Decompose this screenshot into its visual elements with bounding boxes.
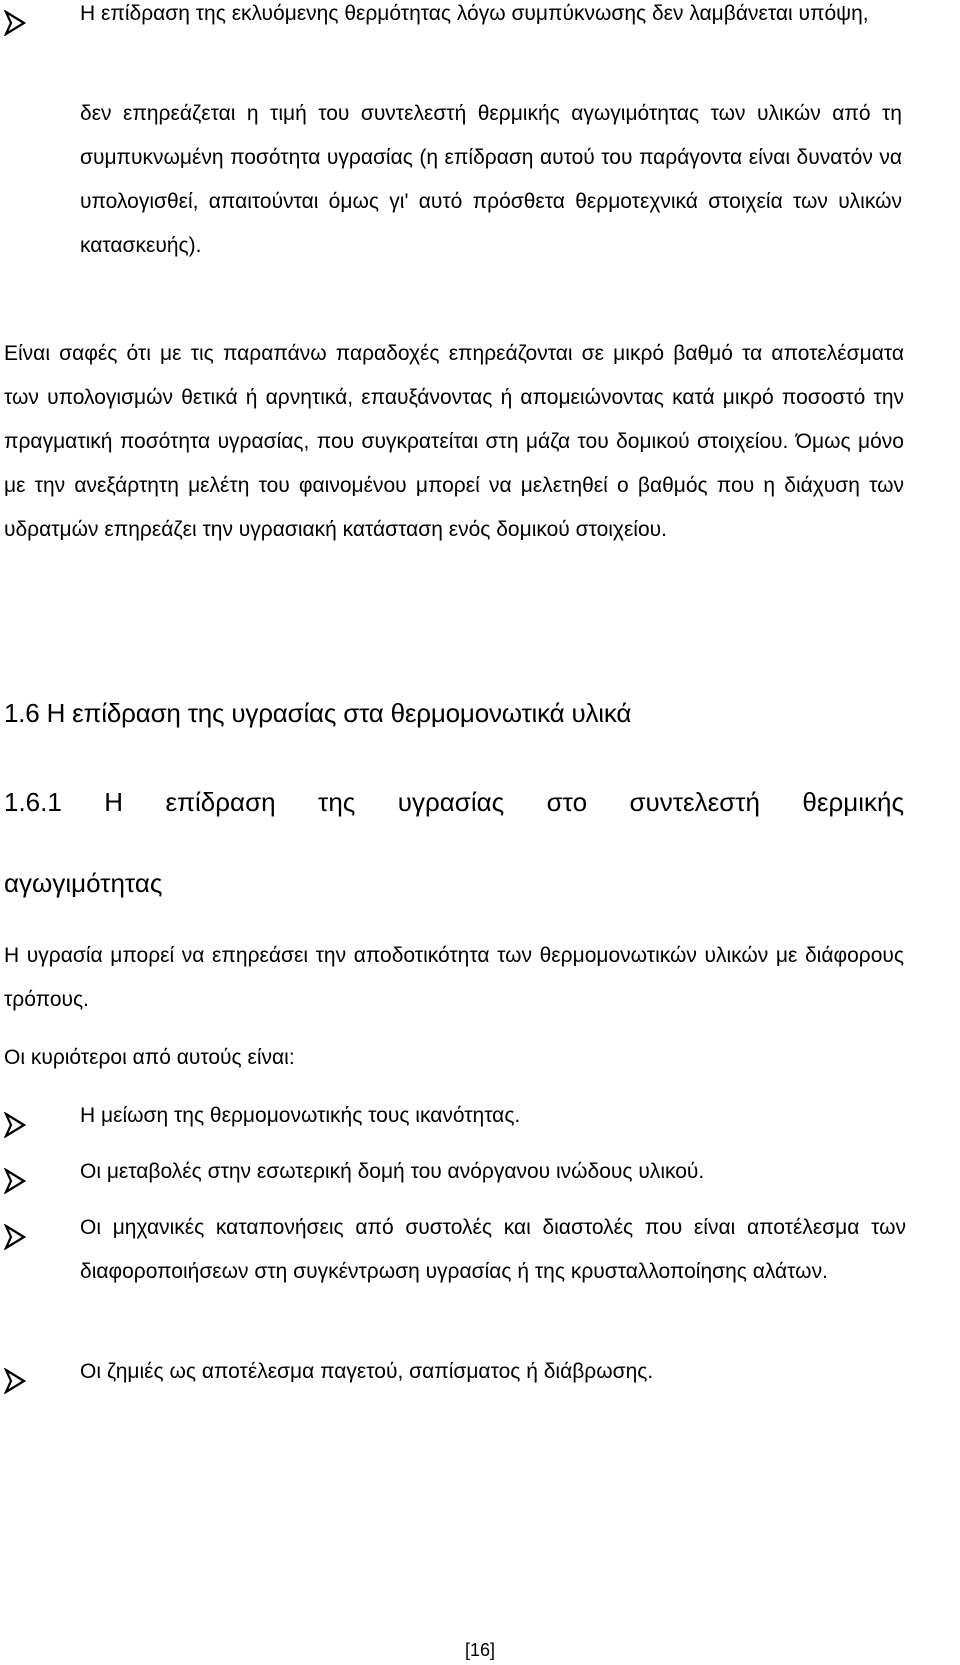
bullet-text: Οι μεταβολές στην εσωτερική δομή του ανόργανου ινώδους υλικού. <box>80 1160 705 1183</box>
list-item <box>4 1158 904 1202</box>
subsection-heading-line2: αγωγιμότητας <box>4 868 163 898</box>
paragraph-assumptions: Είναι σαφές ότι με τις παραπάνω παραδοχές επηρεάζονται σε μικρό βαθμό τα αποτελέσματα των υπολογισμών θετικά ή αρνητικά, επαυξάνοντας ή απομειώνοντας κατά μικρό ποσοστό την πραγματική ποσότητα υγρασίας, που συγκρατείται στη μάζα του δομικού στοιχείου. Όμως μόνο με την ανεξάρτητη μελέτη του φαινομένου μπορεί να μελετηθεί ο βαθμός που η διάχυση των υδρατμών επηρεάζει την υγρασιακή κατάσταση ενός δομικού στοιχείου. <box>4 342 904 541</box>
arrowhead-bullet-icon <box>4 1166 26 1192</box>
section-heading: 1.6 Η επίδραση της υγρασίας στα θερμομονωτικά υλικά <box>4 698 632 728</box>
page-number: [16] <box>464 1640 496 1660</box>
subsection-heading-line1: 1.6.1 Η επίδραση της υγρασίας στο συντελεστή θερμικής <box>4 787 904 817</box>
arrowhead-bullet-icon <box>4 1222 26 1248</box>
bullet-item-top <box>4 0 904 90</box>
arrowhead-bullet-icon <box>4 1110 26 1136</box>
list-item <box>4 1358 904 1402</box>
continuation-paragraph: δεν επηρεάζεται η τιμή του συντελεστή θερμικής αγωγιμότητας των υλικών από τη συμπυκνωμένη ποσότητα υγρασίας (η επίδραση αυτού του παράγοντα είναι δυνατόν να υπολογισθεί, απαιτούνται όμως γι' αυτό πρόσθετα θερμοτεχνικά στοιχεία των υλικών κατασκευής). <box>80 102 902 257</box>
bullet-text: Οι μηχανικές καταπονήσεις από συστολές και διαστολές που είναι αποτέλεσμα των διαφοροποιήσεων στη συγκέντρωση υγρασίας ή της κρυσταλλοποίησης αλάτων. <box>80 1216 906 1283</box>
bullet-text: Η επίδραση της εκλυόμενης θερμότητας λόγω συμπύκνωσης δεν λαμβάνεται υπόψη, <box>80 2 869 25</box>
bullet-text: Η μείωση της θερμομονωτικής τους ικανότητας. <box>80 1104 521 1127</box>
paragraph-moisture-effect: Η υγρασία μπορεί να επηρεάσει την αποδοτικότητα των θερμομονωτικών υλικών με διάφορους τρόπους. <box>4 944 904 1011</box>
bullet-text: Οι ζημιές ως αποτέλεσμα παγετού, σαπίσματος ή διάβρωσης. <box>80 1360 654 1383</box>
list-item <box>4 1102 904 1146</box>
arrowhead-bullet-icon <box>4 1366 26 1392</box>
list-item <box>4 1214 904 1346</box>
arrowhead-bullet-icon <box>4 8 26 34</box>
paragraph-main-ones: Οι κυριότεροι από αυτούς είναι: <box>4 1046 295 1069</box>
